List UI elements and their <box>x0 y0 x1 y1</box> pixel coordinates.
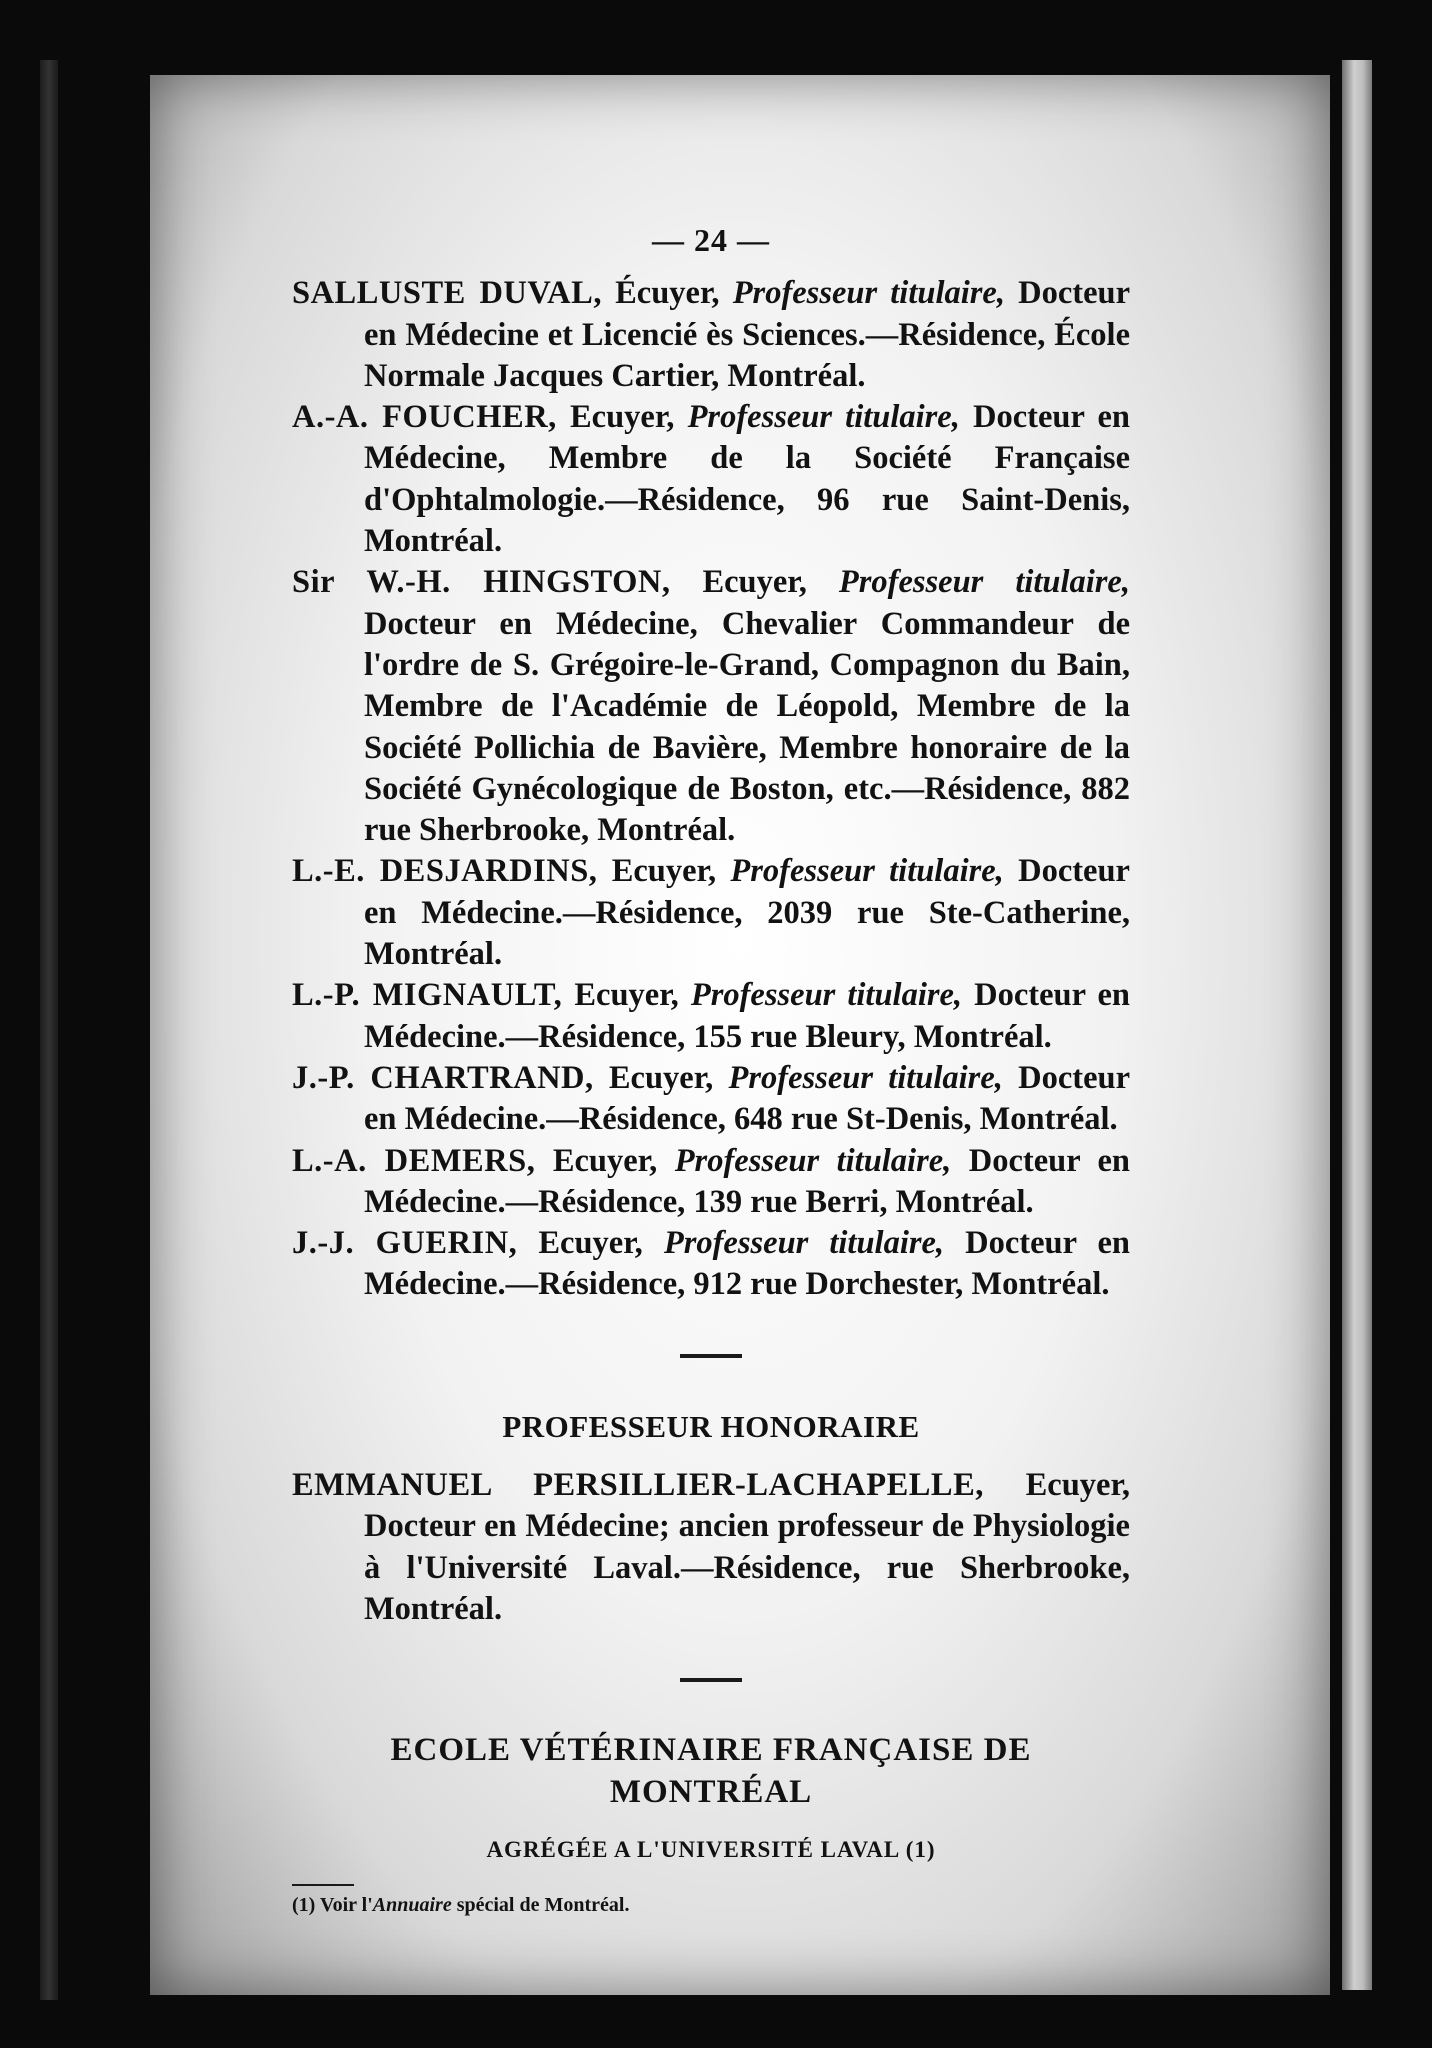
footnote-marker: (1) <box>292 1894 316 1917</box>
binding-edge-right <box>1342 60 1372 1990</box>
professor-entry <box>292 851 1130 975</box>
professor-entry <box>292 273 1130 397</box>
professor-name: A.-A. FOUCHER, <box>292 399 557 436</box>
professor-honorific: Ecuyer, <box>562 977 691 1014</box>
professor-title: Professeur titulaire, <box>730 853 1004 890</box>
professor-details: Docteur en Médecine, Chevalier Commandeur de l'ordre de S. Grégoire-le-Grand, Compagnon du Bain, Membre de l'Académie de Léopold, Membre de la Société Pollichia de Bavière, Membre honoraire de la Société Gynécologique de Boston, etc.—Résidence, 882 rue Sherbrooke, Montréal. <box>364 605 1130 849</box>
professor-honorific: Ecuyer, <box>597 853 731 890</box>
professor-list <box>292 273 1130 1305</box>
professor-name: L.-E. DESJARDINS, <box>292 853 598 890</box>
professor-details: Docteur en Médecine, Membre de la Société Française d'Ophtalmologie.—Résidence, 96 rue Saint-Denis, Montréal. <box>364 399 1130 560</box>
professor-entry <box>292 975 1130 1058</box>
professor-title: Professeur titulaire, <box>674 1142 952 1179</box>
professor-entry <box>292 1058 1130 1141</box>
page-number: — 24 — <box>652 222 770 258</box>
professor-title: Professeur titulaire, <box>838 564 1130 601</box>
veterinary-subheading: AGRÉGÉE A L'UNIVERSITÉ LAVAL (1) <box>486 1836 936 1862</box>
footnote-title: Annuaire <box>372 1894 452 1917</box>
professor-title: Professeur titulaire, <box>687 399 960 436</box>
professor-entry <box>292 1223 1130 1306</box>
veterinary-heading: ECOLE VÉTÉRINAIRE FRANÇAISE DE MONTRÉAL <box>390 1732 1032 1810</box>
professor-honorific: Ecuyer, <box>593 1059 729 1096</box>
professor-name: SALLUSTE DUVAL, <box>292 275 602 312</box>
professor-title: Professeur titulaire, <box>690 977 963 1014</box>
professor-name: J.-P. CHARTRAND, <box>292 1059 594 1096</box>
honorary-details: Ecuyer, Docteur en Médecine; ancien professeur de Physiologie à l'Université Laval.—Résidence, rue Sherbrooke, Montréal. <box>364 1467 1131 1627</box>
professor-details: Docteur en Médecine.—Résidence, 912 rue Dorchester, Montréal. <box>364 1225 1130 1303</box>
professor-details: Docteur en Médecine et Licencié ès Sciences.—Résidence, École Normale Jacques Cartier, Montréal. <box>364 275 1130 394</box>
professor-entry <box>292 562 1130 851</box>
professor-title: Professeur titulaire, <box>732 275 1005 312</box>
professor-honorific: Ecuyer, <box>517 1225 664 1262</box>
professor-details: Docteur en Médecine.—Résidence, 648 rue St-Denis, Montréal. <box>364 1059 1130 1138</box>
section-divider <box>680 1678 742 1682</box>
professor-details: Docteur en Médecine.—Résidence, 155 rue Bleury, Montréal. <box>364 977 1130 1055</box>
professor-title: Professeur titulaire, <box>728 1059 1003 1096</box>
professor-honorific: Écuyer, <box>601 275 733 312</box>
honorary-entry <box>292 1465 1130 1630</box>
honorary-name: EMMANUEL PERSILLIER-LACHAPELLE, <box>292 1467 984 1504</box>
professor-name: L.-P. MIGNAULT, <box>292 977 563 1014</box>
honorary-heading: PROFESSEUR HONORAIRE <box>502 1408 920 1444</box>
professor-entry <box>292 1141 1130 1224</box>
professor-name: Sir W.-H. HINGSTON, <box>292 564 671 601</box>
footnote-rule <box>292 1884 354 1886</box>
footnote-after: spécial de Montréal. <box>451 1894 630 1917</box>
page-text <box>292 220 1130 1918</box>
professor-honorific: Ecuyer, <box>535 1142 675 1179</box>
footnote <box>292 1892 1130 1918</box>
professor-honorific: Ecuyer, <box>556 399 688 436</box>
professor-honorific: Ecuyer, <box>670 564 839 601</box>
footnote-before: Voir l' <box>315 1894 373 1917</box>
professor-details: Docteur en Médecine.—Résidence, 139 rue Berri, Montréal. <box>364 1142 1130 1220</box>
professor-title: Professeur titulaire, <box>663 1225 945 1262</box>
binding-edge-left <box>40 60 58 2000</box>
section-divider <box>680 1354 742 1358</box>
professor-entry <box>292 397 1130 562</box>
professor-name: J.-J. GUERIN, <box>292 1225 518 1262</box>
professor-name: L.-A. DEMERS, <box>292 1142 536 1179</box>
professor-details: Docteur en Médecine.—Résidence, 2039 rue Ste-Catherine, Montréal. <box>364 853 1130 973</box>
